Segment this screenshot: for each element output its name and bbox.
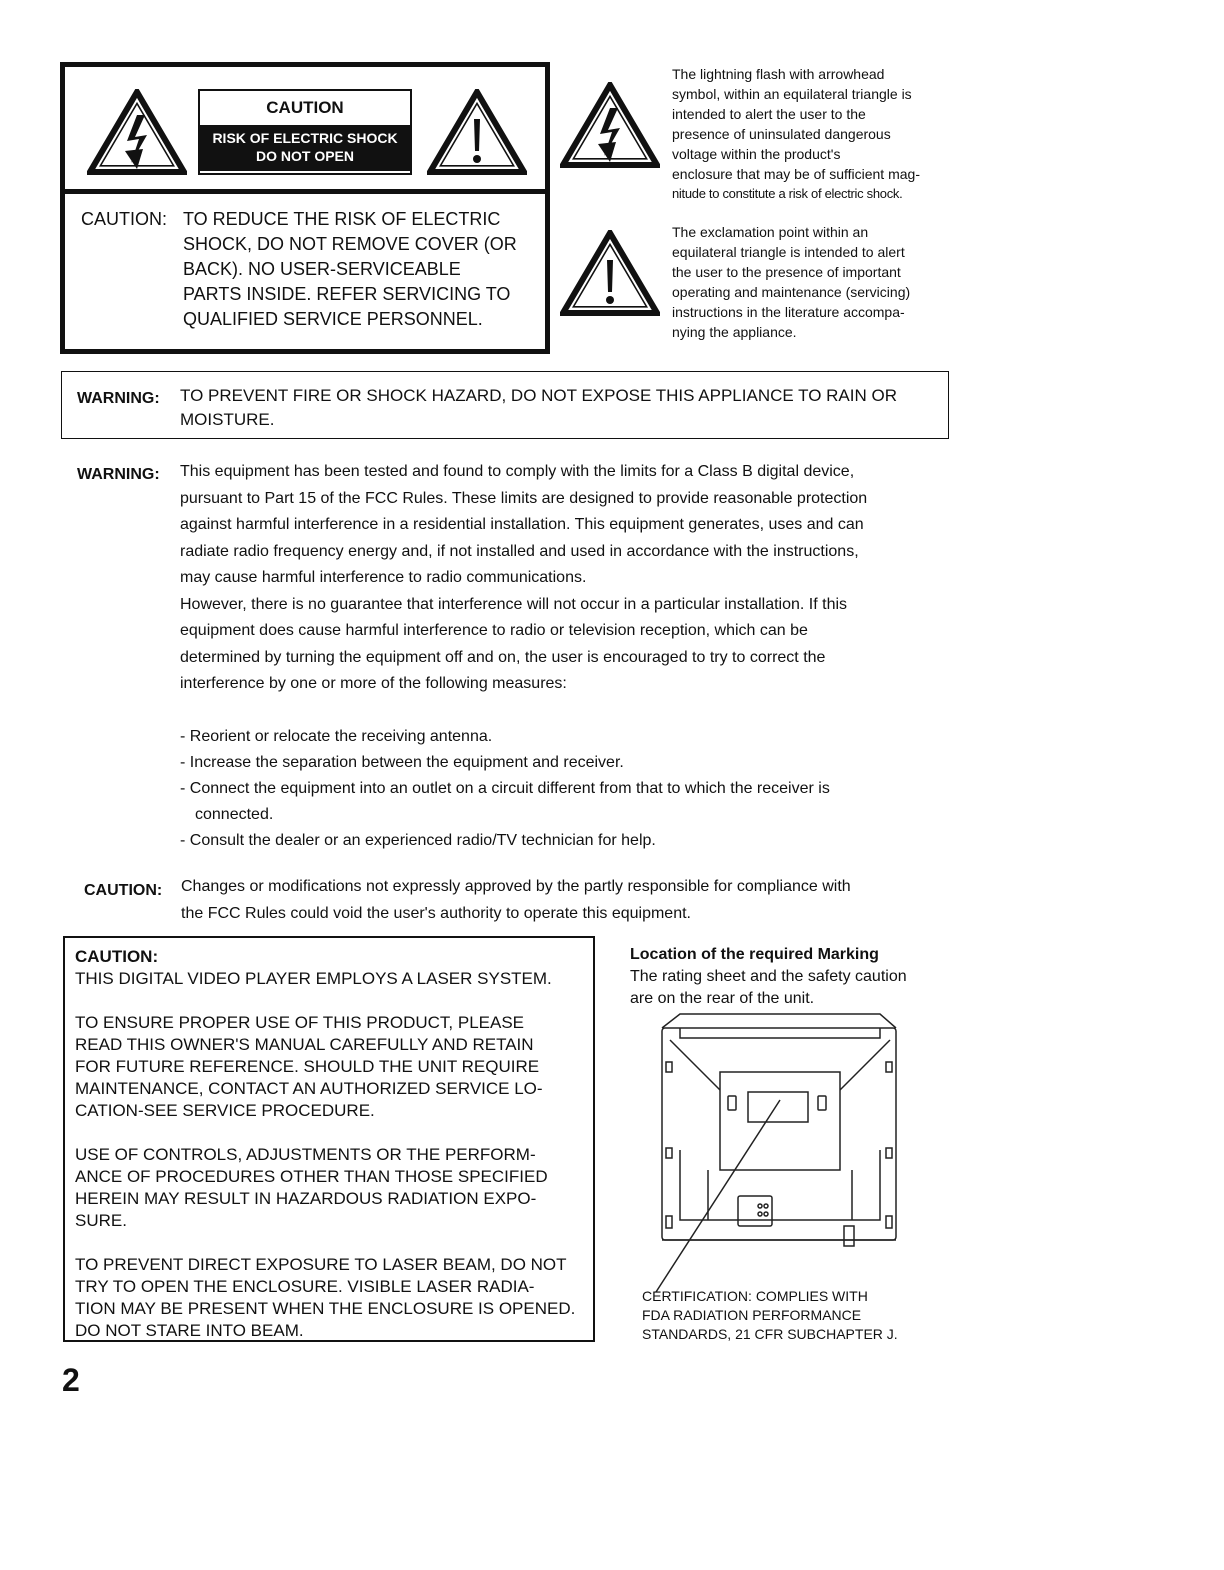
caution-text-line: BACK). NO USER-SERVICEABLE <box>183 259 461 279</box>
laser-line: TION MAY BE PRESENT WHEN THE ENCLOSURE IS OPENED. <box>75 1299 576 1318</box>
caution-fcc-line: Changes or modifications not expressly approved by the partly responsible for compliance with <box>181 878 851 895</box>
fcc-line: against harmful interference in a residential installation. This equipment generates, uses and can <box>180 516 864 533</box>
marking-line: The rating sheet and the safety caution <box>630 968 907 985</box>
explanation-line: The exclamation point within an <box>672 224 869 240</box>
laser-caution-p1: THIS DIGITAL VIDEO PLAYER EMPLOYS A LASER SYSTEM. <box>75 969 552 988</box>
laser-line: HEREIN MAY RESULT IN HAZARDOUS RADIATION EXPO- <box>75 1189 537 1208</box>
laser-line: SURE. <box>75 1211 127 1230</box>
explanation-line: symbol, within an equilateral triangle is <box>672 86 912 102</box>
fcc-line: However, there is no guarantee that interference will not occur in a particular installation. If this <box>180 595 848 613</box>
explanation-line: equilateral triangle is intended to alert <box>672 244 905 260</box>
list-item: - Reorient or relocate the receiving antenna. <box>180 728 493 745</box>
list-item <box>180 802 940 828</box>
laser-line: TRY TO OPEN THE ENCLOSURE. VISIBLE LASER RADIA- <box>75 1277 535 1296</box>
laser-line: READ THIS OWNER'S MANUAL CAREFULLY AND RETAIN <box>75 1035 534 1054</box>
laser-line: CATION-SEE SERVICE PROCEDURE. <box>75 1101 375 1120</box>
measures-list <box>180 724 940 854</box>
laser-caution-p4 <box>65 1254 593 1342</box>
explanation-line: presence of uninsulated dangerous <box>672 126 891 142</box>
laser-line: TO PREVENT DIRECT EXPOSURE TO LASER BEAM, DO NOT <box>75 1255 567 1274</box>
fcc-line: This equipment has been tested and found to comply with the limits for a Class B digital device, <box>180 463 855 480</box>
laser-caution-p3 <box>65 1144 593 1232</box>
fcc-line: determined by turning the equipment off and on, the user is encouraged to try to correct the <box>180 648 826 666</box>
laser-caution-p2 <box>65 1012 593 1122</box>
explanation-line: nitude to constitute a risk of electric shock. <box>672 186 903 201</box>
explanation-line: intended to alert the user to the <box>672 106 866 122</box>
laser-line: USE OF CONTROLS, ADJUSTMENTS OR THE PERFORM- <box>75 1145 536 1164</box>
caution-label-line: DO NOT OPEN <box>255 148 354 164</box>
caution-text <box>81 207 541 332</box>
list-item: - Connect the equipment into an outlet on a circuit different from that to which the receiver is <box>180 780 830 797</box>
caution-fcc-line: the FCC Rules could void the user's authority to operate this equipment. <box>181 904 691 922</box>
list-item: - Increase the separation between the equipment and receiver. <box>180 754 624 771</box>
laser-caution-box <box>63 936 595 1342</box>
caution-text-line: TO REDUCE THE RISK OF ELECTRIC <box>183 209 501 229</box>
fcc-line: equipment does cause harmful interference to radio or television reception, which can be <box>180 622 808 639</box>
certification-line: FDA RADIATION PERFORMANCE <box>642 1307 862 1323</box>
explanation-line: nying the appliance. <box>672 324 797 340</box>
explanation-line: operating and maintenance (servicing) <box>672 284 911 300</box>
caution-label-warning <box>200 125 410 171</box>
exclamation-triangle-icon <box>427 89 527 175</box>
exclamation-triangle-icon <box>560 230 660 316</box>
caution-text-line: SHOCK, DO NOT REMOVE COVER (OR <box>183 234 517 254</box>
explanation-line: instructions in the literature accompa- <box>672 304 905 320</box>
laser-line: FOR FUTURE REFERENCE. SHOULD THE UNIT REQUIRE <box>75 1057 540 1076</box>
list-item-text: connected. <box>195 806 274 823</box>
caution-text-line: PARTS INSIDE. REFER SERVICING TO <box>183 284 511 304</box>
explanation-line: The lightning flash with arrowhead <box>672 66 885 82</box>
certification-label <box>642 1287 972 1344</box>
caution-symbol-row <box>65 67 545 194</box>
list-item-text: Connect the equipment into an outlet on a circuit different from that to which the receiver is <box>189 780 830 797</box>
caution-text-label: CAUTION: <box>81 209 168 229</box>
laser-line: ANCE OF PROCEDURES OTHER THAN THOSE SPECIFIED <box>75 1167 548 1186</box>
unit-rear-illustration <box>640 1010 910 1295</box>
list-item-text: Consult the dealer or an experienced radio/TV technician for help. <box>189 832 656 849</box>
caution-fcc-label: CAUTION: <box>84 882 163 899</box>
lightning-triangle-icon <box>87 89 187 175</box>
fcc-line: pursuant to Part 15 of the FCC Rules. These limits are designed to provide reasonable protection <box>180 489 868 507</box>
list-item-text: Reorient or relocate the receiving antenna. <box>189 728 493 745</box>
warning-label: WARNING: <box>77 466 160 483</box>
fcc-line: interference by one or more of the following measures: <box>180 675 567 692</box>
fcc-line: radiate radio frequency energy and, if not installed and used in accordance with the instructions, <box>180 542 859 560</box>
explanation-line: enclosure that may be of sufficient mag- <box>672 166 920 182</box>
exclamation-explanation <box>672 222 962 342</box>
list-item-text: Increase the separation between the equipment and receiver. <box>189 754 624 771</box>
marking-location <box>630 944 960 1010</box>
caution-label-title: CAUTION <box>266 98 344 117</box>
lightning-explanation <box>672 64 962 204</box>
warning-label: WARNING: <box>77 390 160 407</box>
caution-text-line: QUALIFIED SERVICE PERSONNEL. <box>183 309 483 329</box>
marking-title: Location of the required Marking <box>630 946 879 963</box>
certification-line: STANDARDS, 21 CFR SUBCHAPTER J. <box>642 1326 898 1342</box>
page-number: 2 <box>62 1362 80 1398</box>
caution-label <box>198 89 412 175</box>
caution-fcc-text <box>181 874 961 927</box>
certification-line: CERTIFICATION: COMPLIES WITH <box>642 1288 868 1304</box>
warning-line: MOISTURE. <box>180 410 275 429</box>
marking-line: are on the rear of the unit. <box>630 990 815 1007</box>
list-item: - Consult the dealer or an experienced radio/TV technician for help. <box>180 832 656 849</box>
fcc-warning-text <box>180 459 960 698</box>
laser-caution-title: CAUTION: <box>75 947 159 966</box>
caution-box <box>60 62 550 354</box>
lightning-triangle-icon <box>560 82 660 168</box>
laser-line: MAINTENANCE, CONTACT AN AUTHORIZED SERVICE LO- <box>75 1079 543 1098</box>
warning-rain-box <box>61 371 949 439</box>
laser-line: DO NOT STARE INTO BEAM. <box>75 1321 304 1340</box>
laser-line: TO ENSURE PROPER USE OF THIS PRODUCT, PLEASE <box>75 1013 525 1032</box>
warning-line: TO PREVENT FIRE OR SHOCK HAZARD, DO NOT EXPOSE THIS APPLIANCE TO RAIN OR <box>180 386 897 405</box>
warning-rain-text <box>180 384 950 432</box>
explanation-line: voltage within the product's <box>672 146 841 162</box>
explanation-line: the user to the presence of important <box>672 264 901 280</box>
fcc-line: may cause harmful interference to radio communications. <box>180 569 587 586</box>
caution-label-line: RISK OF ELECTRIC SHOCK <box>212 130 398 146</box>
